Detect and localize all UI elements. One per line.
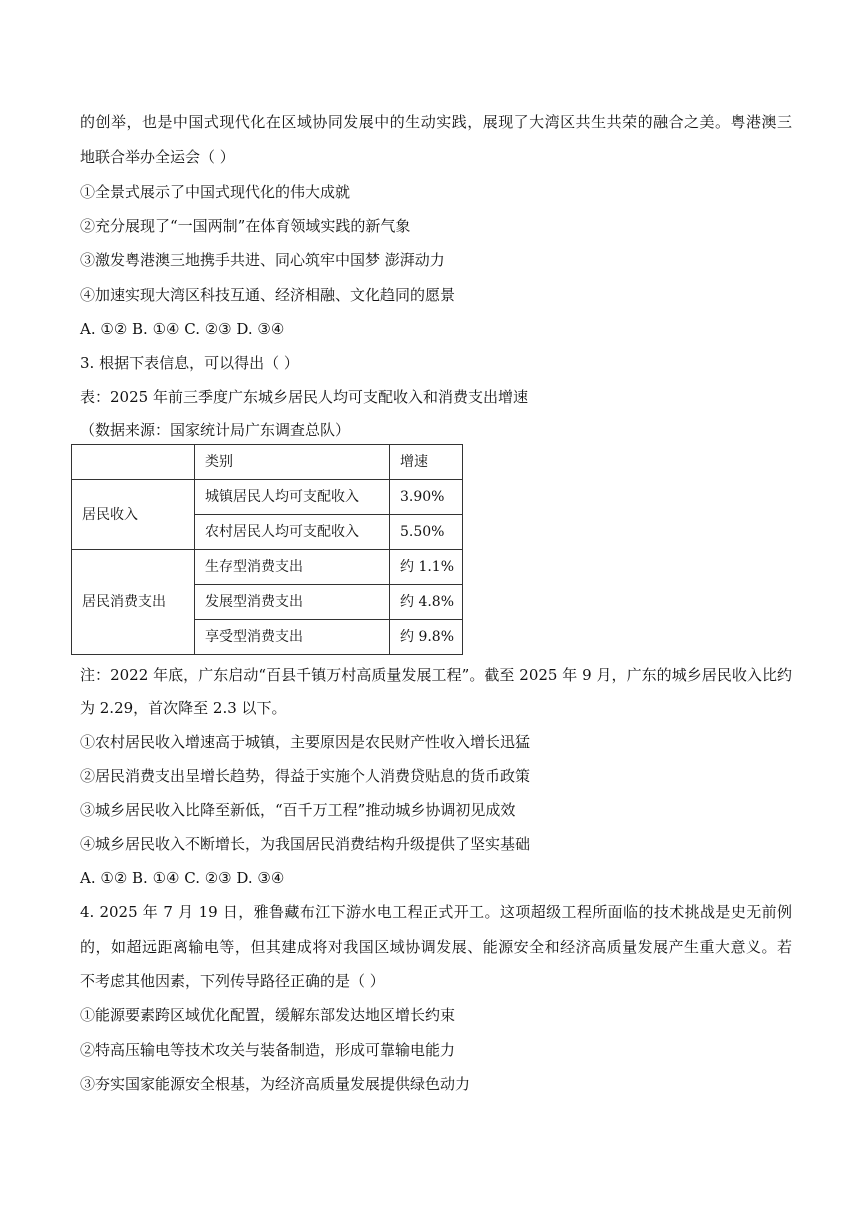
table-cell-item: 享受型消费支出 — [195, 620, 390, 655]
q3-table-source: （数据来源：国家统计局广东调查总队） — [80, 421, 351, 439]
q3-note-line-2: 为 2.29，首次降至 2.3 以下。 — [80, 699, 287, 717]
q2-option-4: ④加速实现大湾区科技互通、经济相融、文化趋同的愿景 — [80, 286, 456, 304]
q3-data-table — [71, 444, 463, 655]
q3-option-3: ③城乡居民收入比降至新低，“百千万工程”推动城乡协调初见成效 — [80, 801, 516, 819]
table-cell-rate: 约 1.1% — [390, 550, 463, 585]
q3-stem: 3. 根据下表信息，可以得出（ ） — [80, 354, 299, 372]
table-group-income: 居民收入 — [72, 480, 195, 550]
q3-note-line-1: 注：2022 年底，广东启动“百县千镇万村高质量发展工程”。截至 2025 年 9 月，广东的城乡居民收入比约 — [80, 666, 792, 684]
table-cell-item: 发展型消费支出 — [195, 585, 390, 620]
table-row — [72, 480, 463, 515]
table-header-category: 类别 — [195, 445, 390, 480]
table-group-consumption: 居民消费支出 — [72, 550, 195, 655]
q4-stem-line-2: 的，如超远距离输电等，但其建成将对我国区域协调发展、能源安全和经济高质量发展产生重大意义。若 — [80, 938, 792, 956]
q4-stem-line-1: 4. 2025 年 7 月 19 日，雅鲁藏布江下游水电工程正式开工。这项超级工程所面临的技术挑战是史无前例 — [80, 903, 792, 921]
q3-option-1: ①农村居民收入增速高于城镇，主要原因是农民财产性收入增长迅猛 — [80, 733, 531, 751]
table-cell-rate: 约 9.8% — [390, 620, 463, 655]
table-row — [72, 550, 463, 585]
q4-option-2: ②特高压输电等技术攻关与装备制造，形成可靠输电能力 — [80, 1041, 456, 1059]
q3-choices: A. ①② B. ①④ C. ②③ D. ③④ — [80, 869, 285, 887]
q4-option-3: ③夯实国家能源安全根基，为经济高质量发展提供绿色动力 — [80, 1075, 471, 1093]
table-header-empty — [72, 445, 195, 480]
q2-intro-line-1: 的创举，也是中国式现代化在区域协同发展中的生动实践，展现了大湾区共生共荣的融合之美。粤港澳三 — [80, 113, 792, 131]
q3-option-4: ④城乡居民收入不断增长，为我国居民消费结构升级提供了坚实基础 — [80, 835, 531, 853]
q3-option-2: ②居民消费支出呈增长趋势，得益于实施个人消费贷贴息的货币政策 — [80, 767, 531, 785]
table-cell-item: 生存型消费支出 — [195, 550, 390, 585]
table-cell-rate: 3.90% — [390, 480, 463, 515]
table-cell-rate: 5.50% — [390, 515, 463, 550]
q2-option-3: ③激发粤港澳三地携手共进、同心筑牢中国梦 澎湃动力 — [80, 251, 445, 269]
q4-stem-line-3: 不考虑其他因素，下列传导路径正确的是（ ） — [80, 972, 385, 990]
table-cell-rate: 约 4.8% — [390, 585, 463, 620]
table-cell-item: 农村居民人均可支配收入 — [195, 515, 390, 550]
q2-intro-line-2: 地联合举办全运会（ ） — [80, 148, 235, 166]
table-header-rate: 增速 — [390, 445, 463, 480]
q4-option-1: ①能源要素跨区域优化配置，缓解东部发达地区增长约束 — [80, 1006, 456, 1024]
q2-option-2: ②充分展现了“一国两制”在体育领域实践的新气象 — [80, 217, 411, 235]
table-header-row — [72, 445, 463, 480]
q3-table-caption: 表：2025 年前三季度广东城乡居民人均可支配收入和消费支出增速 — [80, 388, 528, 406]
table-cell-item: 城镇居民人均可支配收入 — [195, 480, 390, 515]
q2-option-1: ①全景式展示了中国式现代化的伟大成就 — [80, 183, 351, 201]
q2-choices: A. ①② B. ①④ C. ②③ D. ③④ — [80, 320, 285, 338]
